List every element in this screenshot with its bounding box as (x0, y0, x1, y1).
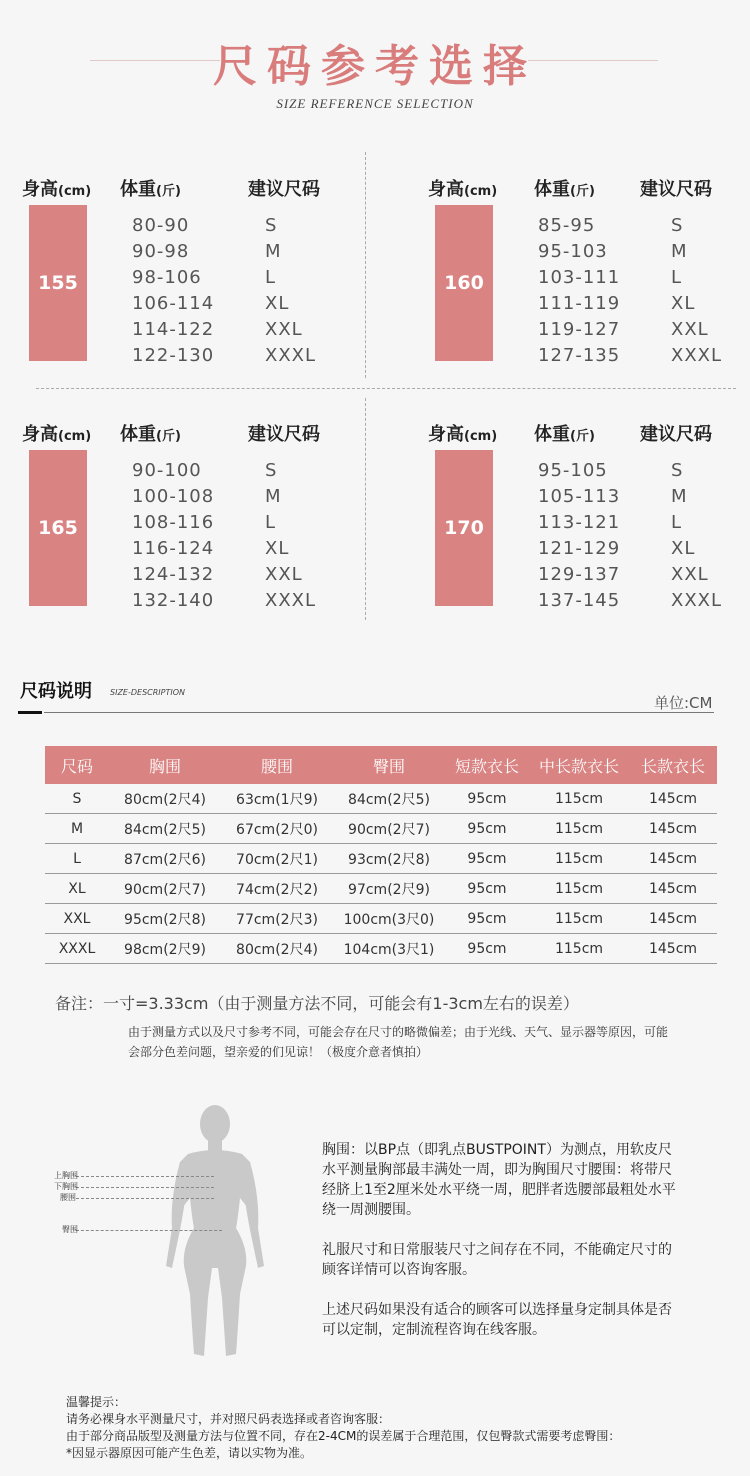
size-header: 建议尺码 (248, 179, 320, 200)
table-row (45, 784, 717, 814)
weight-header: 体重(斤) (534, 424, 595, 445)
weight-range: 137-145 (538, 590, 621, 611)
table-cell: 145cm (629, 874, 717, 904)
table-cell: 145cm (629, 904, 717, 934)
table-cell: 104cm(3尺1) (333, 934, 445, 964)
table-cell: S (45, 784, 109, 814)
unit-label: 单位:CM (654, 694, 713, 712)
table-cell: 145cm (629, 814, 717, 844)
measurement-instructions (322, 1140, 682, 1360)
size-list (265, 458, 316, 614)
weight-range: 80-90 (132, 215, 190, 236)
table-cell: 63cm(1尺9) (221, 784, 333, 814)
table-cell: XL (45, 874, 109, 904)
size-value: XL (265, 538, 290, 559)
table-cell: 95cm (445, 814, 529, 844)
size-group-155 (20, 175, 380, 405)
table-row (45, 904, 717, 934)
table-cell: 93cm(2尺8) (333, 844, 445, 874)
table-cell: 95cm (445, 934, 529, 964)
weight-range: 111-119 (538, 293, 621, 314)
table-cell: 145cm (629, 934, 717, 964)
column-header: 臀围 (333, 746, 445, 784)
table-row (45, 874, 717, 904)
size-value: L (671, 267, 683, 288)
size-header: 建议尺码 (640, 424, 712, 445)
table-cell: 115cm (529, 814, 629, 844)
weight-range: 122-130 (132, 345, 215, 366)
height-header: 身高(cm) (428, 424, 498, 445)
table-cell: 115cm (529, 784, 629, 814)
table-cell: 115cm (529, 844, 629, 874)
weight-range: 127-135 (538, 345, 621, 366)
size-value: XXXL (671, 345, 723, 366)
weight-range: 124-132 (132, 564, 215, 585)
column-header: 中长款衣长 (529, 746, 629, 784)
size-group-160 (426, 175, 750, 405)
size-value: M (671, 486, 688, 507)
tips-line: 请务必裸身水平测量尺寸，并对照尺码表选择或者咨询客服： (66, 1412, 391, 1426)
size-group-165 (20, 420, 380, 650)
table-cell: 98cm(2尺9) (109, 934, 221, 964)
size-list (265, 213, 316, 369)
size-value: M (265, 241, 282, 262)
weight-range: 119-127 (538, 319, 621, 340)
table-cell: 80cm(2尺4) (109, 784, 221, 814)
table-cell: 74cm(2尺2) (221, 874, 333, 904)
table-cell: M (45, 814, 109, 844)
size-value: M (671, 241, 688, 262)
size-header: 建议尺码 (248, 424, 320, 445)
height-badge: 155 (29, 205, 87, 361)
weight-list (538, 458, 620, 614)
weight-range: 129-137 (538, 564, 621, 585)
height-header: 身高(cm) (22, 179, 92, 200)
page-subtitle: SIZE REFERENCE SELECTION (276, 96, 474, 111)
weight-range: 114-122 (132, 319, 215, 340)
size-list (671, 458, 722, 614)
size-value: XXL (265, 319, 303, 340)
size-value: S (265, 460, 278, 481)
table-cell: 90cm(2尺7) (109, 874, 221, 904)
measure-chest-waist: 胸围：以BP点（即乳点BUSTPOINT）为测点，用软皮尺水平测量胸部最丰满处一周，即为胸围尺寸腰围：将带尺经脐上1至2厘米处水平绕一周，肥胖者选腰部最粗处水平绕一周测腰围。 (322, 1142, 676, 1218)
weight-range: 103-111 (538, 267, 621, 288)
size-header: 建议尺码 (640, 179, 712, 200)
hip-line (76, 1230, 222, 1231)
upper-chest-label: 上胸围 (54, 1171, 78, 1180)
tips-line: *因显示器原因可能产生色差，请以实物为准。 (66, 1446, 313, 1460)
tips-block (66, 1394, 620, 1462)
weight-range: 116-124 (132, 538, 215, 559)
size-value: XXL (671, 319, 709, 340)
table-cell: 77cm(2尺3) (221, 904, 333, 934)
size-value: L (265, 267, 277, 288)
column-header: 胸围 (109, 746, 221, 784)
size-value: S (671, 215, 684, 236)
weight-header: 体重(斤) (120, 179, 181, 200)
weight-range: 113-121 (538, 512, 621, 533)
table-row (45, 934, 717, 964)
size-value: XXXL (265, 590, 317, 611)
table-cell: XXXL (45, 934, 109, 964)
table-cell: 95cm (445, 784, 529, 814)
section-title: 尺码说明 (20, 681, 92, 702)
size-value: L (265, 512, 277, 533)
column-header: 长款衣长 (629, 746, 717, 784)
section-subtitle: SIZE-DESCRIPTION (110, 688, 186, 697)
table-cell: 145cm (629, 844, 717, 874)
height-badge: 165 (29, 450, 87, 606)
table-cell: 95cm (445, 904, 529, 934)
weight-range: 98-106 (132, 267, 202, 288)
table-cell: 70cm(2尺1) (221, 844, 333, 874)
tips-title: 温馨提示： (66, 1395, 127, 1409)
under-chest-label: 下胸围 (54, 1182, 78, 1191)
weight-range: 132-140 (132, 590, 215, 611)
weight-range: 95-105 (538, 460, 608, 481)
size-value: L (671, 512, 683, 533)
section-rule (44, 712, 714, 713)
table-cell: 84cm(2尺5) (109, 814, 221, 844)
table-cell: L (45, 844, 109, 874)
measure-custom-note: 礼服尺寸和日常服装尺寸之间存在不同，不能确定尺寸的顾客详情可以咨询客服。 (322, 1242, 672, 1278)
weight-range: 95-103 (538, 241, 608, 262)
weight-range: 90-100 (132, 460, 202, 481)
measure-tailor-note: 上述尺码如果没有适合的顾客可以选择量身定制具体是否可以定制，定制流程咨询在线客服。 (322, 1302, 672, 1338)
height-header: 身高(cm) (428, 179, 498, 200)
weight-range: 108-116 (132, 512, 215, 533)
weight-list (538, 213, 620, 369)
table-row (45, 844, 717, 874)
weight-range: 85-95 (538, 215, 596, 236)
table-cell: 100cm(3尺0) (333, 904, 445, 934)
table-cell: 95cm(2尺8) (109, 904, 221, 934)
measurement-note: 备注：一寸=3.33cm（由于测量方法不同，可能会有1-3cm左右的误差） (55, 994, 579, 1013)
height-badge: 170 (435, 450, 493, 606)
size-value: S (265, 215, 278, 236)
size-group-170 (426, 420, 750, 650)
size-value: M (265, 486, 282, 507)
table-cell: 115cm (529, 904, 629, 934)
waist-label: 腰围 (60, 1193, 76, 1202)
table-cell: 80cm(2尺4) (221, 934, 333, 964)
size-value: XL (265, 293, 290, 314)
size-list (671, 213, 722, 369)
weight-range: 90-98 (132, 241, 190, 262)
page-title: 尺码参考选择 (213, 41, 537, 92)
size-value: XL (671, 538, 696, 559)
hip-label: 臀围 (62, 1225, 78, 1234)
table-cell: 115cm (529, 934, 629, 964)
size-value: XL (671, 293, 696, 314)
size-value: XXL (671, 564, 709, 585)
column-header: 短款衣长 (445, 746, 529, 784)
column-header: 尺码 (45, 746, 109, 784)
weight-list (132, 458, 214, 614)
upper-chest-line (76, 1176, 214, 1177)
size-table (45, 746, 717, 964)
table-cell: 90cm(2尺7) (333, 814, 445, 844)
table-cell: 115cm (529, 874, 629, 904)
height-header: 身高(cm) (22, 424, 92, 445)
weight-list (132, 213, 214, 369)
waist-line (76, 1198, 214, 1199)
section-accent-rule (18, 711, 42, 714)
table-header-row (45, 746, 717, 784)
weight-range: 121-129 (538, 538, 621, 559)
table-cell: 145cm (629, 784, 717, 814)
weight-header: 体重(斤) (534, 179, 595, 200)
table-cell: 97cm(2尺9) (333, 874, 445, 904)
weight-range: 100-108 (132, 486, 215, 507)
weight-range: 106-114 (132, 293, 215, 314)
size-value: XXXL (671, 590, 723, 611)
table-cell: 67cm(2尺0) (221, 814, 333, 844)
size-value: XXXL (265, 345, 317, 366)
table-cell: 95cm (445, 844, 529, 874)
table-cell: XXL (45, 904, 109, 934)
body-silhouette-icon (140, 1098, 290, 1366)
size-value: S (671, 460, 684, 481)
under-chest-line (76, 1187, 214, 1188)
size-value: XXL (265, 564, 303, 585)
table-cell: 87cm(2尺6) (109, 844, 221, 874)
color-disclaimer: 由于测量方式以及尺寸参考不同，可能会存在尺寸的略微偏差；由于光线、天气、显示器等原因，可能会部分色差问题，望亲爱的们见谅！（极度介意者慎拍） (128, 1025, 669, 1059)
weight-range: 105-113 (538, 486, 621, 507)
column-header: 腰围 (221, 746, 333, 784)
height-badge: 160 (435, 205, 493, 361)
tips-line: 由于部分商品版型及测量方法与位置不同，存在2-4CM的误差属于合理范围，仅包臀款式需要考虑臀围： (66, 1429, 621, 1443)
table-cell: 95cm (445, 874, 529, 904)
weight-header: 体重(斤) (120, 424, 181, 445)
table-row (45, 814, 717, 844)
table-cell: 84cm(2尺5) (333, 784, 445, 814)
